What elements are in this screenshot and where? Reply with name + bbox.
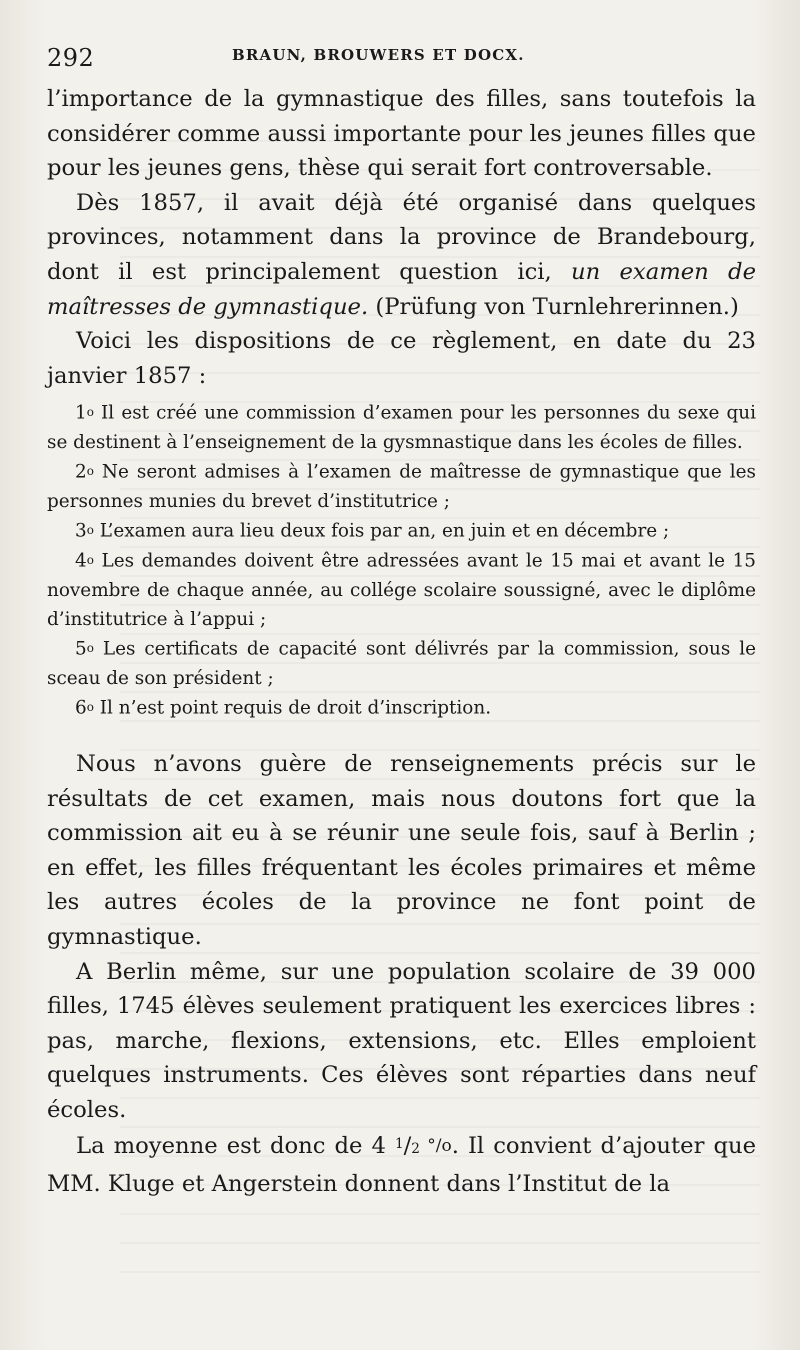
- paragraph-3: Voici les dispositions de ce règlement, en date du 23 janvier 1857 :: [47, 328, 756, 389]
- regulation-text: Il n’est point requis de droit d’inscription.: [93, 697, 492, 719]
- percent-sign: [420, 1137, 452, 1157]
- regulation-number: 3: [75, 520, 87, 542]
- fraction-numerator: 1: [394, 1136, 404, 1153]
- regulation-item: [47, 546, 756, 634]
- fraction-denominator: 2: [411, 1141, 420, 1158]
- ordinal-marker: o: [86, 405, 94, 420]
- regulation-number: 5: [75, 638, 87, 660]
- ordinal-marker: o: [86, 464, 94, 479]
- regulation-item: [47, 634, 756, 693]
- percent-denominator: o: [441, 1136, 452, 1157]
- paragraph-2-prefix: Dès 1857, il avait déjà été organisé dans quelques provinces, notamment dans la province de Brandebourg, dont il est principalement question ici,: [47, 189, 756, 285]
- regulation-item: [47, 457, 756, 516]
- paragraph-5: A Berlin même, sur une population scolaire de 39 000 filles, 1745 élèves seulement pratiquent les exercices libres : pas, marche, flexions, extensions, etc. Elles emploient quelques instruments. Ces élèves sont réparties dans neuf écoles.: [47, 958, 756, 1123]
- paragraph-4: Nous n’avons guère de renseignements précis sur le résultats de cet examen, mais nous doutons fort que la commission ait eu à se réunir une seule fois, sauf à Berlin ; en effet, les filles fréquentant les écoles primaires et même les autres écoles de la province ne font point de gymnastique.: [47, 750, 756, 950]
- ordinal-marker: o: [86, 553, 94, 567]
- paragraph-6-after: . Il convient d’ajouter que MM. Kluge et Angerstein donnent dans l’Institut de la: [47, 1133, 757, 1197]
- paragraph-2-suffix: (Prüfung von Turnlehrerinnen.): [368, 293, 739, 320]
- ordinal-marker: o: [86, 641, 94, 656]
- page-number: 292: [47, 44, 95, 72]
- ordinal-marker: o: [86, 523, 94, 538]
- regulation-item: [47, 398, 756, 457]
- paragraph-1: l’importance de la gymnastique des filles, sans toutefois la considérer comme aussi importante pour les jeunes filles que pour les jeunes gens, thèse qui serait fort controversable.: [47, 86, 756, 182]
- regulation-item: [47, 693, 756, 723]
- regulation-number: 2: [75, 461, 87, 483]
- regulation-list: [47, 398, 756, 723]
- paragraph-2-italic: un examen de maîtresses de gymnastique.: [47, 258, 756, 320]
- regulation-text: Ne seront admises à l’examen de maîtresse de gymnastique que les personnes munies du brevet d’institutrice ;: [47, 461, 756, 513]
- regulation-number: 4: [75, 550, 87, 572]
- paragraph-2: [47, 186, 756, 324]
- regulation-text: Il est créé une commission d’examen pour les personnes du sexe qui se destinent à l’enseignement de la gysmnastique dans les écoles de filles.: [47, 402, 756, 454]
- regulation-item: [47, 516, 756, 546]
- regulation-text: L’examen aura lieu deux fois par an, en juin et en décembre ;: [93, 520, 670, 542]
- percent-symbol: °/: [419, 1136, 442, 1157]
- main-text: [47, 82, 756, 1201]
- regulation-number: 1: [75, 402, 87, 424]
- paragraph-6-before: La moyenne est donc de 4: [76, 1133, 395, 1160]
- regulation-text: Les demandes doivent être adressées avant le 15 mai et avant le 15 novembre de chaque année, au collége scolaire soussigné, avec le diplôme d’institutrice à l’appui ;: [47, 550, 756, 630]
- regulation-number: 6: [75, 697, 87, 719]
- one-half-fraction: $^1$/2: [394, 1133, 420, 1160]
- running-title: BRAUN, BROUWERS ET DOCX.: [232, 46, 525, 64]
- running-header: [47, 36, 756, 72]
- paragraph-6: [47, 1127, 756, 1201]
- ordinal-marker: o: [86, 700, 94, 715]
- regulation-text: Les certificats de capacité sont délivrés par la commission, sous le sceau de son président ;: [47, 638, 756, 689]
